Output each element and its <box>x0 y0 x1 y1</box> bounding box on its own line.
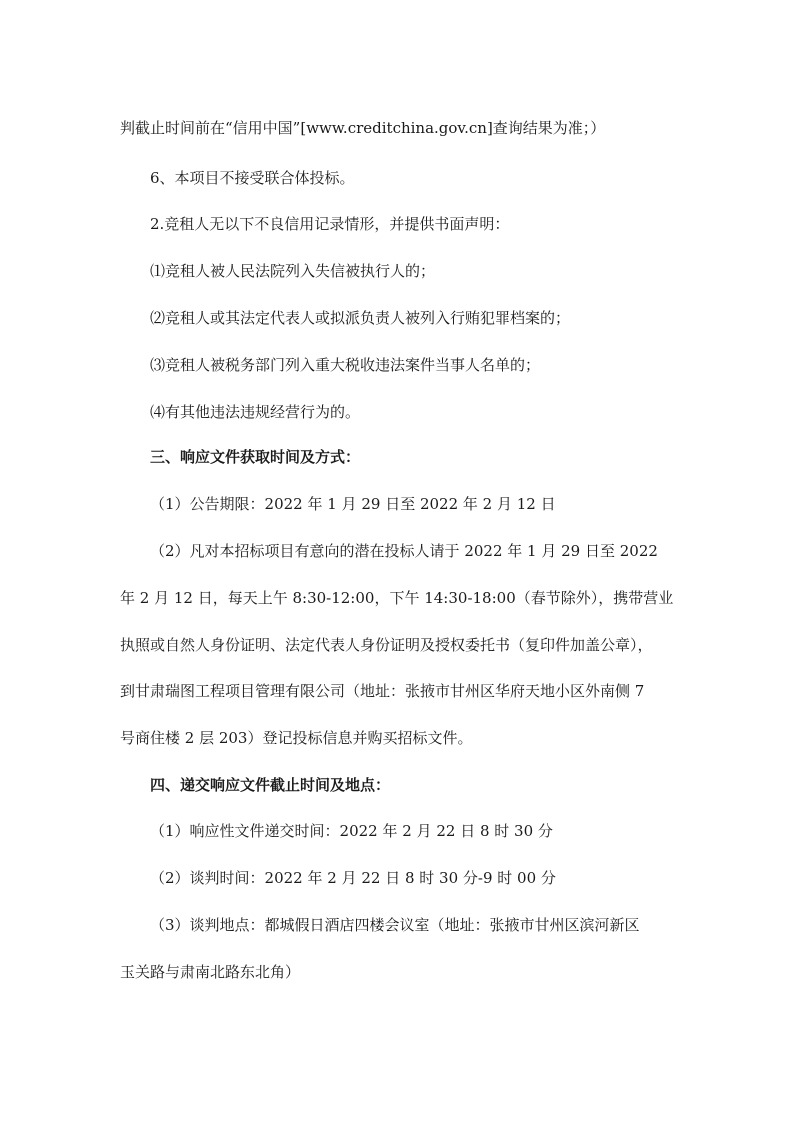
text-line-no-consortium: 6、本项目不接受联合体投标。 <box>150 169 355 187</box>
text-line-negotiation-location-2: 玉关路与肃南北路东北角） <box>120 963 301 981</box>
text-line-negotiation-time: （2）谈判时间：2022 年 2 月 22 日 8 时 30 分-9 时 00 分 <box>150 869 556 887</box>
text-line-registration-3: 执照或自然人身份证明、法定代表人身份证明及授权委托书（复印件加盖公章）， <box>120 636 653 654</box>
list-item-4: ⑷有其他违法违规经营行为的。 <box>150 403 361 421</box>
text-line-credit-check: 判截止时间前在“信用中国”[www.creditchina.gov.cn]查询结果为准；） <box>120 119 606 137</box>
text-line-negotiation-location-1: （3）谈判地点：都城假日酒店四楼会议室（地址：张掖市甘州区滨河新区 <box>150 916 640 934</box>
section-heading-4: 四、递交响应文件截止时间及地点： <box>150 776 391 794</box>
text-line-credit-declaration: 2.竞租人无以下不良信用记录情形，并提供书面声明： <box>150 215 510 233</box>
list-item-1: ⑴竞租人被人民法院列入失信被执行人的； <box>150 262 436 280</box>
text-line-registration-1: （2）凡对本招标项目有意向的潜在投标人请于 2022 年 1 月 29 日至 2022 <box>150 542 658 560</box>
text-line-registration-2: 年 2 月 12 日，每天上午 8:30-12:00，下午 14:30-18:00（春节除外），携带营业 <box>120 589 674 607</box>
list-item-2: ⑵竞租人或其法定代表人或拟派负责人被列入行贿犯罪档案的； <box>150 309 571 327</box>
text-line-notice-period: （1）公告期限：2022 年 1 月 29 日至 2022 年 2 月 12 日 <box>150 495 556 513</box>
text-line-submission-time: （1）响应性文件递交时间：2022 年 2 月 22 日 8 时 30 分 <box>150 822 553 840</box>
text-line-registration-4: 到甘肃瑞图工程项目管理有限公司（地址：张掖市甘州区华府天地小区外南侧 7 <box>120 682 645 700</box>
text-line-registration-5: 号商住楼 2 层 203）登记投标信息并购买招标文件。 <box>120 729 473 747</box>
list-item-3: ⑶竞租人被税务部门列入重大税收违法案件当事人名单的； <box>150 356 541 374</box>
section-heading-3: 三、响应文件获取时间及方式： <box>150 448 361 466</box>
